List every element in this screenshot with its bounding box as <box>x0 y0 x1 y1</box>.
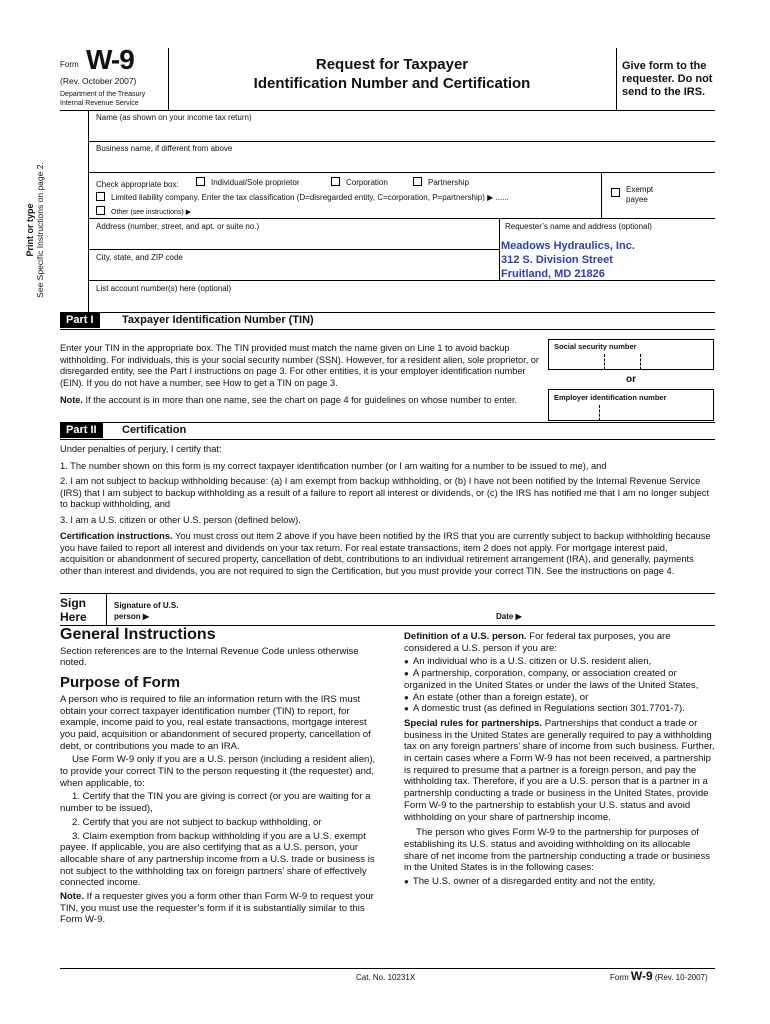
city-state-zip-field[interactable] <box>89 264 499 279</box>
purpose-p2: Use Form W-9 only if you are a U.S. person (including a resident alien), to provide your correct TIN to the person requesting it (the requester) and, when applicable, to: <box>60 754 376 789</box>
partnership-label: Partnership <box>428 178 469 187</box>
form-number: W-9 <box>86 44 134 75</box>
special-rules-text: Partnerships that conduct a trade or business in the United States are generally required to pay a withholding tax on any foreign partners’ share of income from such business. Further, in certain cases where a Form W-9 has not been received, a partnership is required to presume that a partner is a foreign person, and pay the withholding tax. Therefore, if you are a U.S. person that is a partner in a partnership conducting a trade or business in the United States, provide Form W-9 to the partnership to establish your U.S. status and avoid withholding on your share of partnership income. <box>404 717 715 823</box>
date-label: Date ▶ <box>496 612 522 621</box>
purpose-note-label: Note. <box>60 891 84 903</box>
business-field-label: Business name, if different from above <box>96 144 233 153</box>
corporation-label: Corporation <box>346 178 388 187</box>
address-field-label: Address (number, street, and apt. or suite no.) <box>96 222 260 231</box>
us-person-def-text: For federal tax purposes, you are considered a U.S. person if you are: <box>404 631 671 654</box>
general-instructions-text: Section references are to the Internal Revenue Code unless otherwise noted. <box>60 645 359 669</box>
part2-title: Certification <box>122 424 187 436</box>
form-title-line2: Identification Number and Certification <box>253 75 531 92</box>
us-person-bullet-2 <box>404 668 716 691</box>
name-field-label: Name (as shown on your income tax return) <box>96 113 252 122</box>
cert-instructions-text: You must cross out item 2 above if you have been notified by the IRS that you are currently subject to backup withholding because you have failed to report all interest and dividends on your tax return. For real estate transactions, item 2 does not apply. For mortgage interest paid, acquisition or abandonment of secured property, cancellation of debt, contributions to an individual retirement arrangement (IRA), and generally, payments other than interest and dividends, you are not required to sign the Certification, but you must provide your correct TIN. See the instructions on page 4. <box>60 531 711 576</box>
part1-note-text: If the account is in more than one name, see the chart on page 4 for guidelines on whose number to enter. <box>82 395 518 405</box>
cert-instructions <box>60 531 712 577</box>
sole-proprietor-checkbox[interactable] <box>196 177 205 186</box>
purpose-note-text: If a requester gives you a form other than Form W-9 to request your TIN, you must use the requester’s form if it is substantially similar to this Form W-9. <box>60 891 374 926</box>
dept-line2: Internal Revenue Service <box>60 100 139 107</box>
us-person-def-label: Definition of a U.S. person. <box>404 631 527 642</box>
right-column <box>404 631 716 888</box>
special-rules <box>404 718 716 823</box>
special-rules-label: Special rules for partnerships. <box>404 717 543 729</box>
purpose-p1: A person who is required to file an information return with the IRS must obtain your correct taxpayer identification number (TIN) to report, for example, income paid to you, real estate transactions, mortgage interest you paid, acquisition or abandonment of secured property, cancellation of debt, or contributions you made to an IRA. <box>60 693 371 752</box>
sole-proprietor-label: Individual/Sole proprietor <box>211 178 300 187</box>
cert-item3: 3. I am a U.S. citizen or other U.S. person (defined below). <box>60 515 301 525</box>
llc-option[interactable] <box>96 192 509 202</box>
other-label: Other (see instructions) ▶ <box>111 209 192 216</box>
bullet-5-text: The U.S. owner of a disregarded entity and not the entity, <box>412 876 656 888</box>
form-title-line1: Request for Taxpayer <box>315 56 469 73</box>
exempt-payee-option[interactable] <box>611 185 662 205</box>
purpose-note <box>60 891 382 926</box>
part1-note <box>60 395 530 407</box>
part1-title: Taxpayer Identification Number (TIN) <box>122 314 314 326</box>
business-name-field[interactable] <box>89 155 715 171</box>
footer-form-id <box>610 969 708 983</box>
part2-label: Part II <box>60 423 103 438</box>
exempt-payee-label: Exempt payee <box>626 185 654 204</box>
footer-form-word: Form <box>610 973 629 982</box>
corporation-checkbox[interactable] <box>331 177 340 186</box>
part1-text: Enter your TIN in the appropriate box. The TIN provided must match the name given on Line 1 to avoid backup withholding. For individuals, this is your social security number (SSN). However, for a resident alien, sole proprietor, or disregarded entity, see the Part I instructions on page 3. For other entities, it is your employer identification number (EIN). If you do not have a number, see How to get a TIN on page 3. <box>60 343 539 388</box>
partnership-bullet-1 <box>404 876 716 888</box>
us-person-bullet-3 <box>404 692 716 704</box>
check-box-label: Check appropriate box: <box>96 180 179 189</box>
side-label <box>25 135 65 325</box>
sole-proprietor-option[interactable] <box>196 177 300 187</box>
requester-line3: Fruitland, MD 21826 <box>501 268 605 280</box>
footer-form-name: W-9 <box>630 969 653 983</box>
partnership-option[interactable] <box>413 177 469 187</box>
bullet-4-text: A domestic trust (as defined in Regulations section 301.7701-7). <box>412 703 685 715</box>
account-field-label: List account number(s) here (optional) <box>96 284 232 293</box>
llc-label: Limited liability company. Enter the tax classification (D=disregarded entity, C=corporation, P=partnership) ▶ ...... <box>111 193 509 202</box>
ein-box[interactable] <box>548 389 714 421</box>
partnership-checkbox[interactable] <box>413 177 422 186</box>
catalog-number: Cat. No. 10231X <box>356 973 416 982</box>
purpose-heading: Purpose of Form <box>60 674 181 692</box>
ein-label: Employer identification number <box>554 393 667 402</box>
account-number-field[interactable] <box>89 295 715 311</box>
requester-label: Requester’s name and address (optional) <box>505 222 652 231</box>
name-field[interactable] <box>89 124 715 140</box>
bullet-3-text: An estate (other than a foreign estate), or <box>412 691 589 703</box>
purpose-p3: 1. Certify that the TIN you are giving is correct (or you are waiting for a number to be issued), <box>60 791 371 815</box>
exempt-payee-checkbox[interactable] <box>611 188 620 197</box>
date-field[interactable] <box>535 598 715 622</box>
general-instructions-heading: General Instructions <box>60 626 216 643</box>
or-divider: or <box>626 374 636 385</box>
dept-line1: Department of the Treasury <box>60 91 146 98</box>
us-person-definition <box>404 631 716 654</box>
partnership-p2: The person who gives Form W-9 to the partnership for purposes of establishing its U.S. status and avoiding withholding on its allocable share of net income from the partnership conducting a trade or business in the United States is in the following cases: <box>404 827 711 874</box>
side-label-line2: See Specific Instructions on page 2. <box>35 162 45 298</box>
ssn-box[interactable] <box>548 339 714 370</box>
bullet-1-text: An individual who is a U.S. citizen or U.S. resident alien, <box>412 656 652 668</box>
address-field[interactable] <box>89 233 499 249</box>
give-form-note: Give form to the requester. Do not send to the IRS. <box>622 60 713 98</box>
left-column <box>60 626 382 928</box>
purpose-p5: 3. Claim exemption from backup withholding if you are a U.S. exempt payee. If applicable, you are also certifying that as a U.S. person, your allocable share of any partnership income from a U.S. trade or business is not subject to the withholding tax on foreign partners’ share of effectively connected income. <box>60 830 375 889</box>
llc-checkbox[interactable] <box>96 192 105 201</box>
side-label-line1: Print or type <box>25 203 35 257</box>
corporation-option[interactable] <box>331 177 388 187</box>
bullet-2-text: A partnership, corporation, company, or association created or organized in the United States or under the laws of the United States, <box>404 668 699 691</box>
cert-item1: 1. The number shown on this form is my correct taxpayer identification number (or I am waiting for a number to be issued to me), and <box>60 461 607 471</box>
other-checkbox[interactable] <box>96 206 105 215</box>
ssn-label: Social security number <box>554 342 637 351</box>
signature-field[interactable] <box>190 598 490 622</box>
revision-date: (Rev. October 2007) <box>60 76 137 86</box>
cert-item2: 2. I am not subject to backup withholding because: (a) I am exempt from backup withholding, or (b) I have not been notified by the Internal Revenue Service (IRS) that I am subject to backup withholding as a result of a failure to report all interest or dividends, or (c) the IRS has notified me that I am no longer subject to backup withholding, and <box>60 476 710 510</box>
requester-line1: Meadows Hydraulics, Inc. <box>501 240 635 252</box>
other-option[interactable] <box>96 206 191 216</box>
part1-note-label: Note. <box>60 395 83 405</box>
city-field-label: City, state, and ZIP code <box>96 253 183 262</box>
footer-rev: (Rev. 10-2007) <box>654 973 708 982</box>
us-person-bullet-4 <box>404 703 716 715</box>
signature-label: Signature of U.S. person ▶ <box>114 601 179 621</box>
requester-line2: 312 S. Division Street <box>501 254 613 266</box>
part2-intro: Under penalties of perjury, I certify that: <box>60 444 222 454</box>
cert-instructions-label: Certification instructions. <box>60 531 173 541</box>
sign-here-label: Sign Here <box>60 596 87 624</box>
us-person-bullet-1 <box>404 656 716 668</box>
form-word: Form <box>60 60 79 69</box>
purpose-p4: 2. Certify that you are not subject to backup withholding, or <box>72 816 322 828</box>
part1-label: Part I <box>60 313 100 328</box>
